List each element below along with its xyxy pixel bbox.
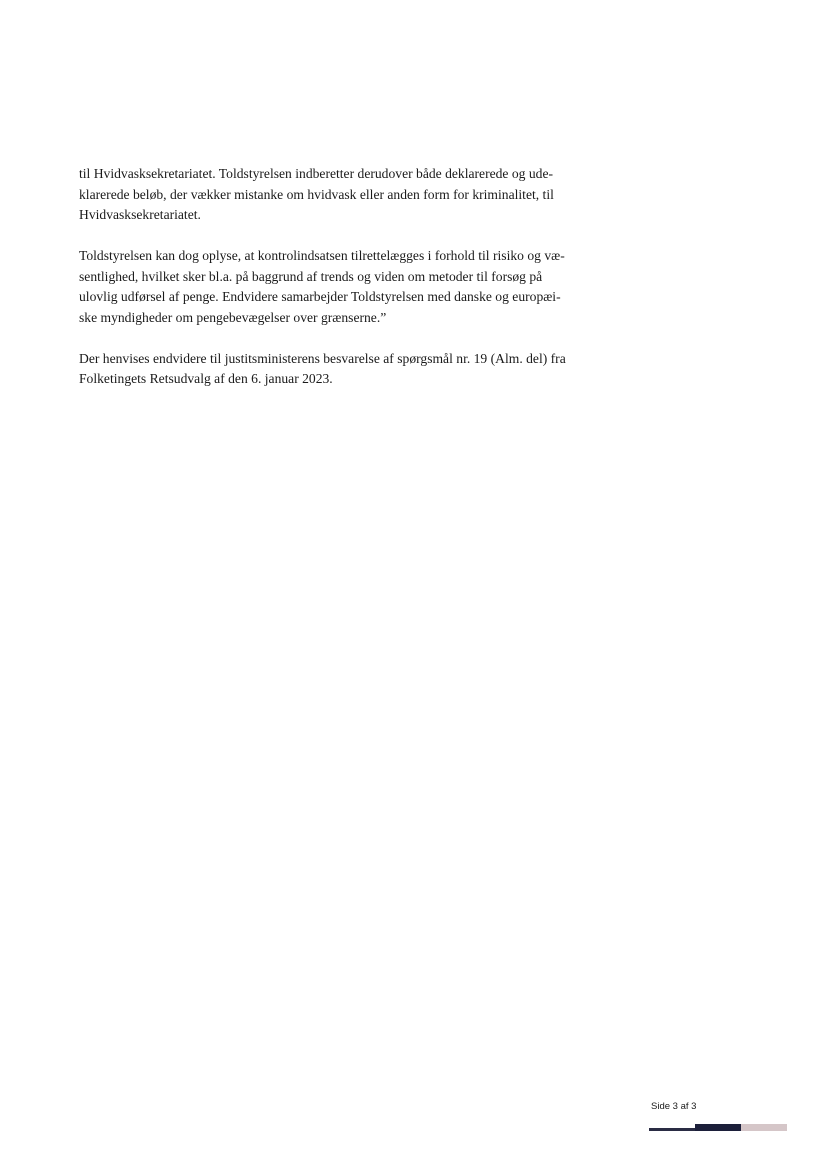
paragraph [79, 349, 619, 390]
text-line: ulovlig udførsel af penge. Endvidere samarbejder Toldstyrelsen med danske og europæi- [79, 289, 561, 304]
paragraph [79, 246, 619, 328]
footer-bar-segment [741, 1124, 787, 1131]
text-line: ske myndigheder om pengebevægelser over grænserne.” [79, 309, 387, 325]
footer-bar-segment [649, 1128, 695, 1131]
text-line: sentlighed, hvilket sker bl.a. på baggrund af trends og viden om metoder til forsøg på [79, 268, 543, 284]
paragraph [79, 164, 619, 226]
text-line: Der henvises endvidere til justitsministerens besvarelse af spørgsmål nr. 19 (Alm. del) fra [79, 350, 566, 366]
page-number: Side 3 af 3 [651, 1101, 697, 1112]
text-line: Toldstyrelsen kan dog oplyse, at kontrolindsatsen tilrettelægges i forhold til risiko og væ- [79, 248, 565, 263]
text-line: klarerede beløb, der vækker mistanke om hvidvask eller anden form for kriminalitet, til [79, 186, 554, 202]
text-line: Folketingets Retsudvalg af den 6. januar 2023. [79, 371, 333, 386]
document-body [79, 164, 619, 410]
text-line: til Hvidvasksekretariatet. Toldstyrelsen indberetter derudover både deklarerede og ude- [79, 166, 554, 181]
footer-bar-segment [695, 1124, 741, 1131]
text-line: Hvidvasksekretariatet. [79, 207, 201, 222]
